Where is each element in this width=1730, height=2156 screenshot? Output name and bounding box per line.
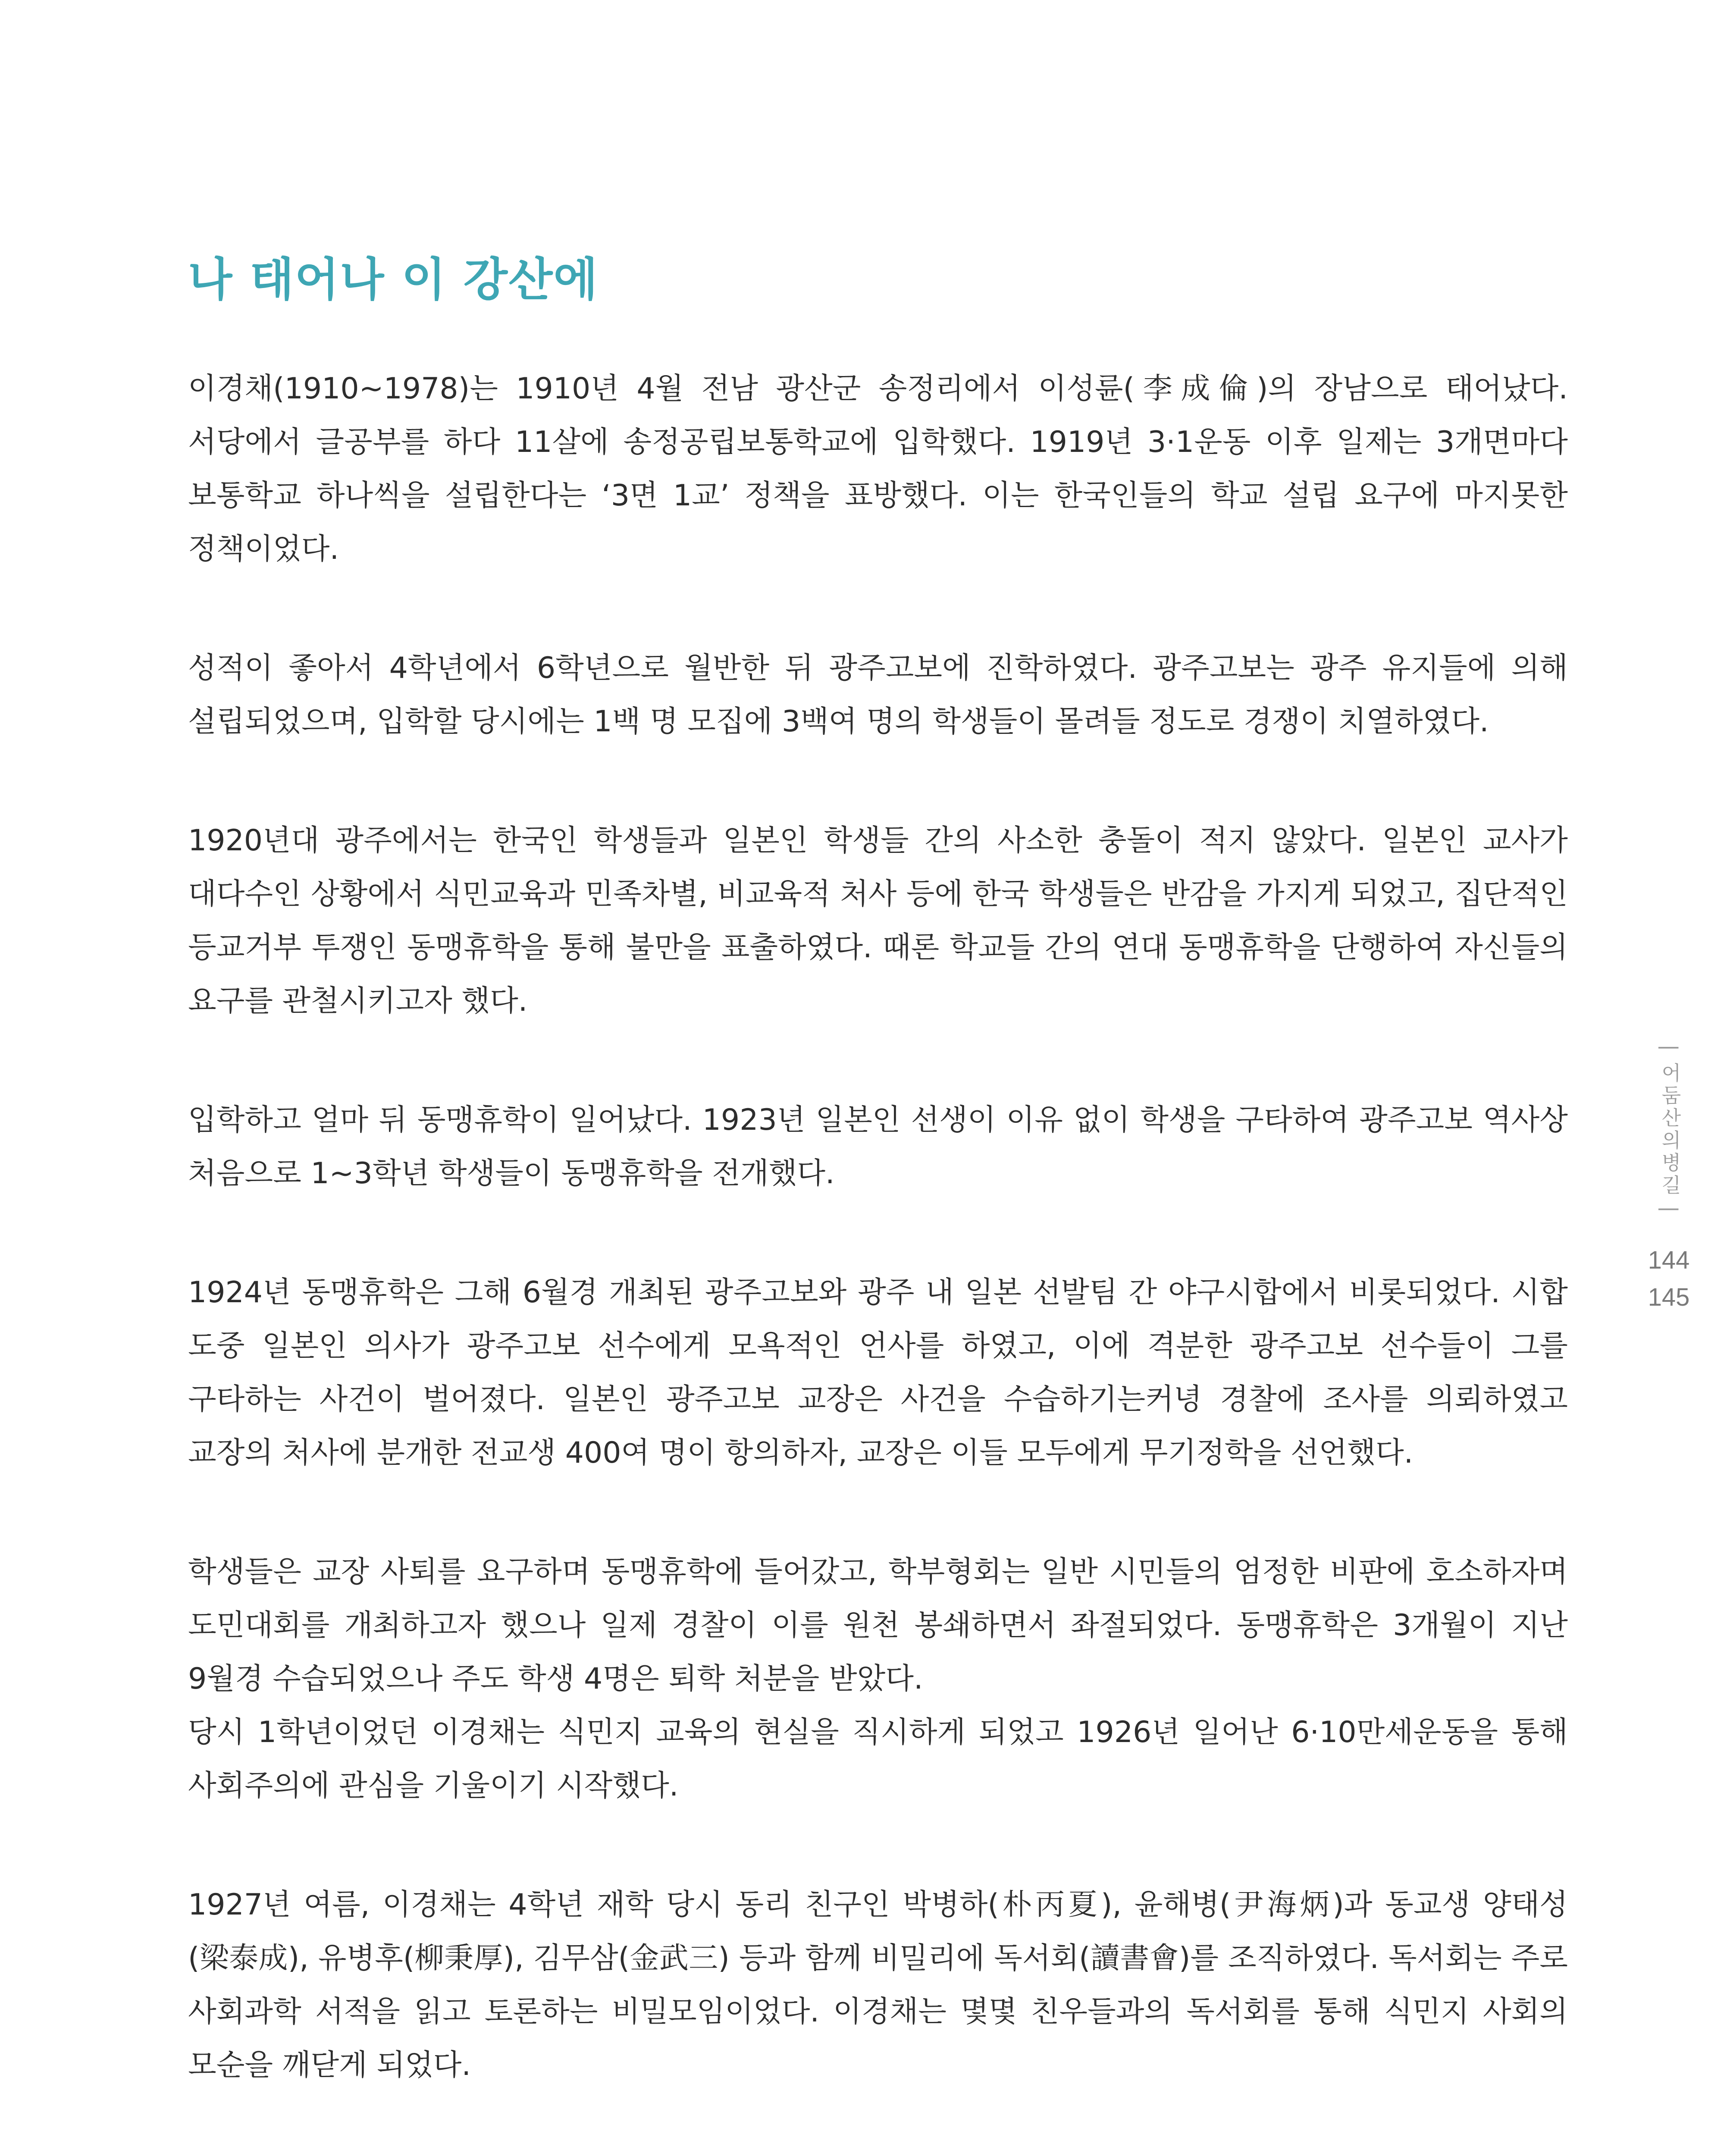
body-text	[188, 362, 1568, 2156]
paragraph-4: 입학하고 얼마 뒤 동맹휴학이 일어났다. 1923년 일본인 선생이 이유 없이 학생을 구타하여 광주고보 역사상 처음으로 1~3학년 학생들이 동맹휴학을 전개했다.	[188, 1103, 1568, 1191]
page-number-right: 145	[1648, 1283, 1690, 1311]
page-number-left: 144	[1648, 1246, 1690, 1274]
paragraph-6: 학생들은 교장 사퇴를 요구하며 동맹휴학에 들어갔고, 학부형회는 일반 시민들의 엄정한 비판에 호소하자며 도민대회를 개최하고자 했으나 일제 경찰이 이를 원천 봉쇄하면서 좌절되었다. 동맹휴학은 3개월이 지난 9월경 수습되었으나 주도 학생 4명은 퇴학 처분을 받았다.	[188, 1555, 1568, 1696]
paragraph-5: 1924년 동맹휴학은 그해 6월경 개최된 광주고보와 광주 내 일본 선발팀 간 야구시합에서 비롯되었다. 시합 도중 일본인 의사가 광주고보 선수에게 모욕적인 언사를 하였고, 이에 격분한 광주고보 선수들이 그를 구타하는 사건이 벌어졌다. 일본인 광주고보 교장은 사건을 수습하기는커녕 경찰에 조사를 의뢰하였고 교장의 처사에 분개한 전교생 400여 명이 항의하자, 교장은 이들 모두에게 무기정학을 선언했다.	[188, 1275, 1568, 1470]
section-heading: 나 태어나 이 강산에	[188, 253, 599, 306]
side-chapter-tab	[1646, 1044, 1694, 1216]
paragraph-2: 성적이 좋아서 4학년에서 6학년으로 월반한 뒤 광주고보에 진학하였다. 광주고보는 광주 유지들에 의해 설립되었으며, 입학할 당시에는 1백 명 모집에 3백여 명의 학생들이 몰려들 정도로 경쟁이 치열하였다.	[188, 651, 1568, 739]
paragraph-7: 당시 1학년이었던 이경채는 식민지 교육의 현실을 직시하게 되었고 1926년 일어난 6·10만세운동을 통해 사회주의에 관심을 기울이기 시작했다.	[188, 1715, 1568, 1803]
paragraph-3: 1920년대 광주에서는 한국인 학생들과 일본인 학생들 간의 사소한 충돌이 적지 않았다. 일본인 교사가 대다수인 상황에서 식민교육과 민족차별, 비교육적 처사 등에 한국 학생들은 반감을 가지게 되었고, 집단적인 등교거부 투쟁인 동맹휴학을 통해 불만을 표출하였다. 때론 학교들 간의 연대 동맹휴학을 단행하여 자신들의 요구를 관철시키고자 했다.	[188, 824, 1568, 1018]
page-numbers	[1630, 1242, 1708, 1316]
paragraph-8: 1927년 여름, 이경채는 4학년 재학 당시 동리 친구인 박병하(朴丙夏), 윤해병(尹海炳)과 동교생 양태성(梁泰成), 유병후(柳秉厚), 김무삼(金武三) 등과 함께 비밀리에 독서회(讀書會)를 조직하였다. 독서회는 주로 사회과학 서적을 읽고 토론하는 비밀모임이었다. 이경채는 몇몇 친우들과의 독서회를 통해 식민지 사회의 모순을 깨닫게 되었다.	[188, 1888, 1568, 2082]
paragraph-1: 이경채(1910~1978)는 1910년 4월 전남 광산군 송정리에서 이성륜(李成倫)의 장남으로 태어났다. 서당에서 글공부를 하다 11살에 송정공립보통학교에 입학했다. 1919년 3·1운동 이후 일제는 3개면마다 보통학교 하나씩을 설립한다는 ‘3면 1교’ 정책을 표방했다. 이는 한국인들의 학교 설립 요구에 마지못한 정책이었다.	[188, 372, 1568, 566]
side-chapter-label: | 어둠산의병길 |	[1658, 1044, 1682, 1216]
